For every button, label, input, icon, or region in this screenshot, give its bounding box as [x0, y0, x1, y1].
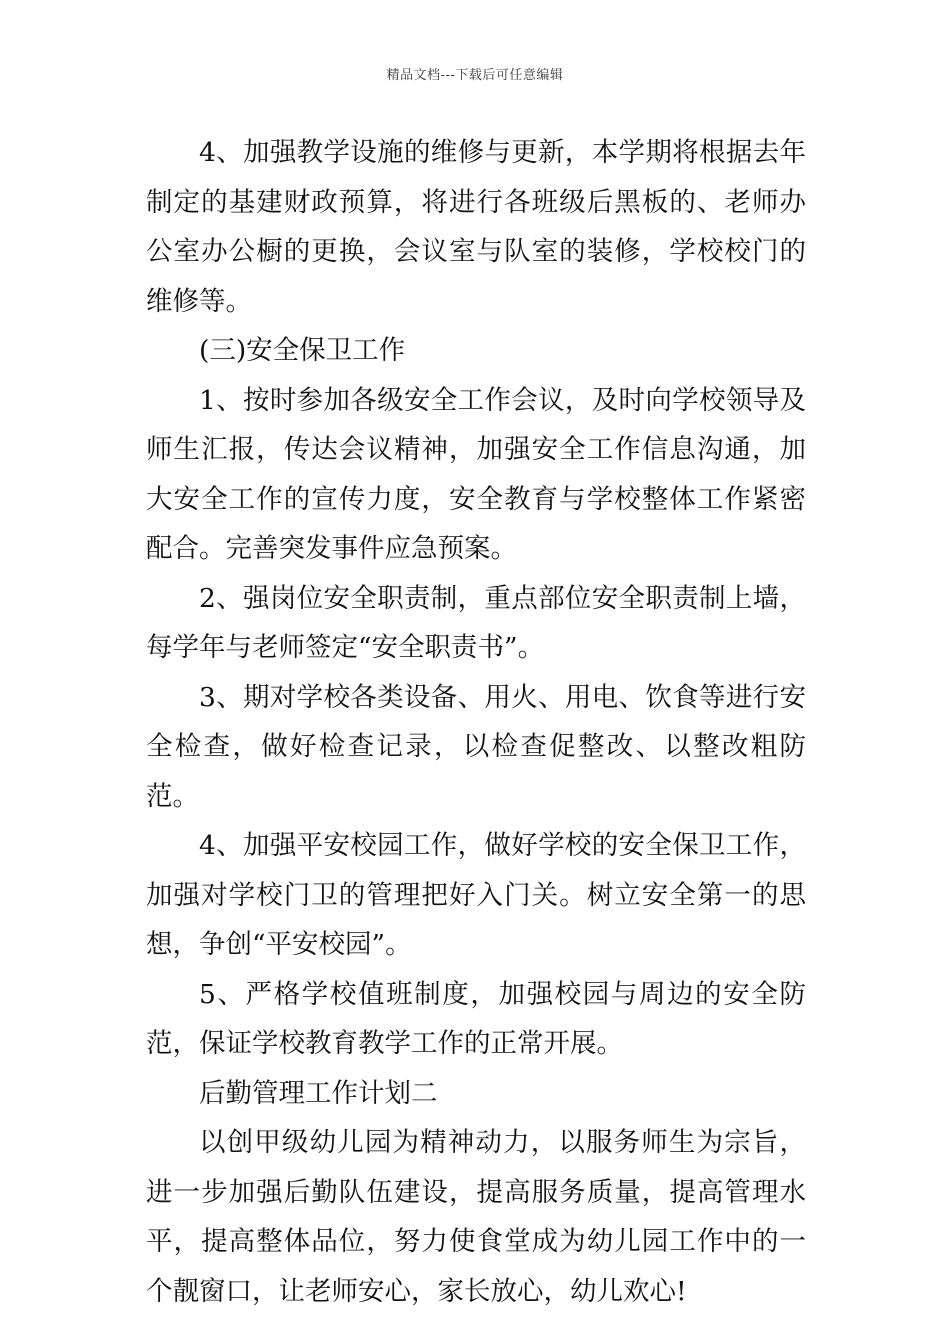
paragraph-duty-system: 5、严格学校值班制度，加强校园与周边的安全防范，保证学校教育教学工作的正常开展。	[146, 978, 806, 1059]
paragraph-security-meetings: 1、按时参加各级安全工作会议，及时向学校领导及师生汇报，传达会议精神，加强安全工作信息沟通，加大安全工作的宣传力度，安全教育与学校整体工作紧密配合。完善突发事件应急预案。	[146, 384, 806, 564]
section-heading-security: (三)安全保卫工作	[199, 335, 406, 366]
paragraph-safe-campus: 4、加强平安校园工作，做好学校的安全保卫工作，加强对学校门卫的管理把好入门关。树立安全第一的思想，争创“平安校园”。	[146, 830, 806, 960]
page-header: 精品文档---下载后可任意编辑	[386, 68, 564, 83]
section-heading-plan-two: 后勤管理工作计划二	[199, 1077, 438, 1109]
paragraph-facility-maintenance: 4、加强教学设施的维修与更新，本学期将根据去年制定的基建财政预算，将进行各班级后黑板的、老师办公室办公橱的更换，会议室与队室的装修，学校校门的维修等。	[146, 137, 806, 317]
document-body	[146, 128, 806, 1316]
paragraph-security-responsibility: 2、强岗位安全职责制，重点部位安全职责制上墙，每学年与老师签定“安全职责书”。	[146, 582, 806, 663]
paragraph-plan-two-intro: 以创甲级幼儿园为精神动力，以服务师生为宗旨，进一步加强后勤队伍建设，提高服务质量，提高管理水平，提高整体品位，努力使食堂成为幼儿园工作中的一个靓窗口，让老师安心，家长放心，幼儿欢心!	[146, 1127, 806, 1307]
paragraph-safety-inspection: 3、期对学校各类设备、用火、用电、饮食等进行安全检查，做好检查记录，以检查促整改、以整改粗防范。	[146, 681, 806, 812]
